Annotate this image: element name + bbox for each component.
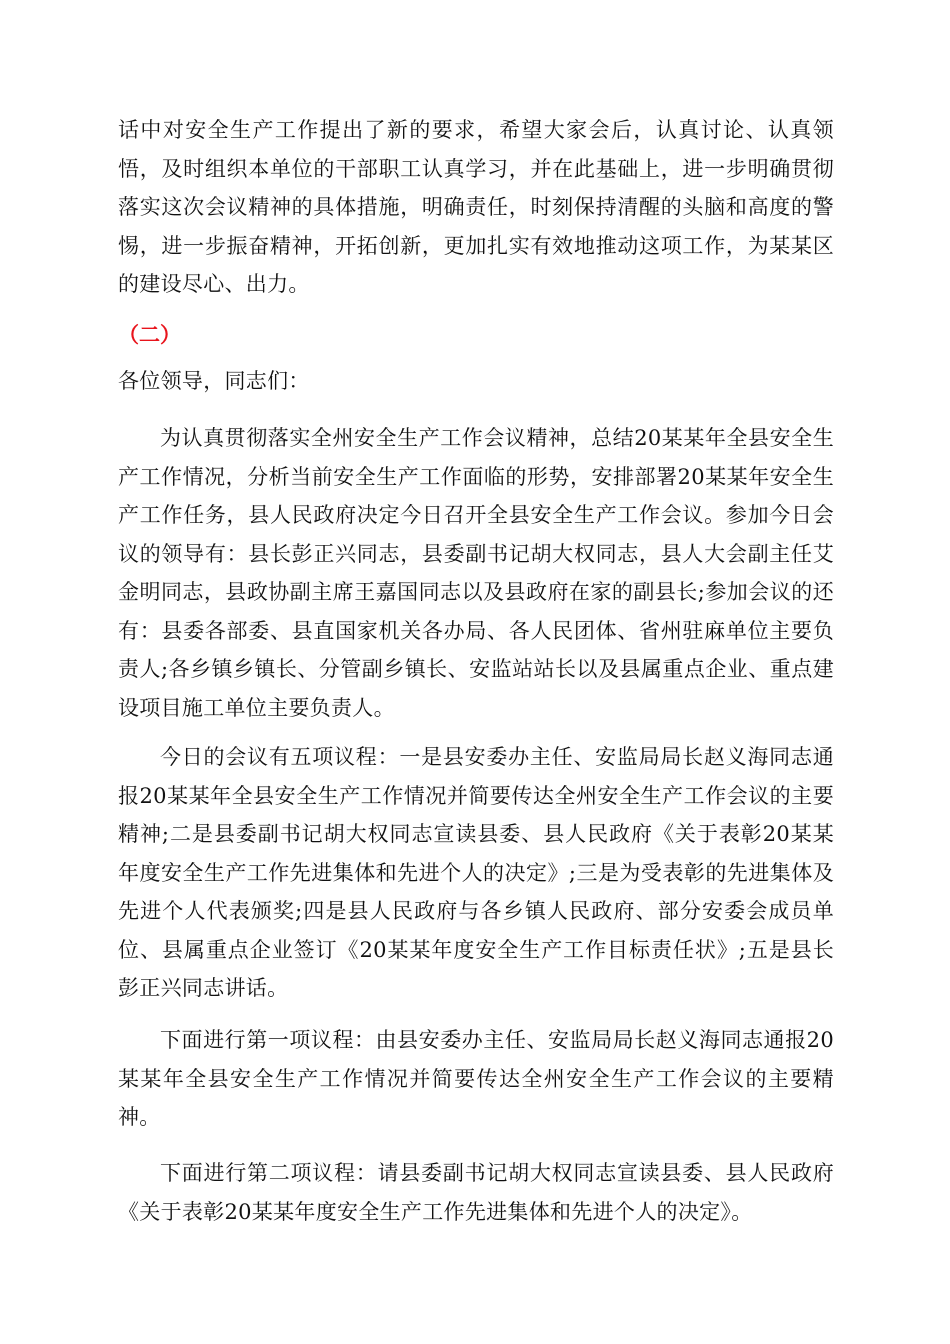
paragraph-attendees: 为认真贯彻落实全州安全生产工作会议精神，总结20某某年全县安全生产工作情况，分析当前安全生产工作面临的形势，安排部署20某某年安全生产工作任务，县人民政府决定今日召开全县安全生产工作会议。参加今日会议的领导有：县长彭正兴同志，县委副书记胡大权同志，县人大会副主任艾金明同志，县政协副主席王嘉国同志以及县政府在家的副县长;参加会议的还有：县委各部委、县直国家机关各办局、各人民团体、省州驻麻单位主要负责人;各乡镇乡镇长、分管副乡镇长、安监站站长以及县属重点企业、重点建设项目施工单位主要负责人。 [118, 426, 834, 720]
paragraph-first-item: 下面进行第一项议程：由县安委办主任、安监局局长赵义海同志通报20某某年全县安全生产工作情况并简要传达全州安全生产工作会议的主要精神。 [118, 1028, 834, 1129]
paragraph-agenda: 今日的会议有五项议程：一是县安委办主任、安监局局长赵义海同志通报20某某年全县安全生产工作情况并简要传达全州安全生产工作会议的主要精神;二是县委副书记胡大权同志宣读县委、县人民政府《关于表彰20某某年度安全生产工作先进集体和先进个人的决定》;三是为受表彰的先进集体及先进个人代表颁奖;四是县人民政府与各乡镇人民政府、部分安委会成员单位、县属重点企业签订《20某某年度安全生产工作目标责任状》;五是县长彭正兴同志讲话。 [118, 745, 834, 1000]
salutation: 各位领导，同志们： [118, 369, 310, 393]
paragraph-second-item: 下面进行第二项议程：请县委副书记胡大权同志宣读县委、县人民政府《关于表彰20某某年度安全生产工作先进集体和先进个人的决定》。 [118, 1161, 834, 1224]
section-heading: （二） [118, 323, 181, 347]
continuation-paragraph: 话中对安全生产工作提出了新的要求，希望大家会后，认真讨论、认真领悟，及时组织本单位的干部职工认真学习，并在此基础上，进一步明确贯彻落实这次会议精神的具体措施，明确责任，时刻保持清醒的头脑和高度的警惕，进一步振奋精神，开拓创新，更加扎实有效地推动这项工作，为某某区的建设尽心、出力。 [118, 118, 834, 296]
